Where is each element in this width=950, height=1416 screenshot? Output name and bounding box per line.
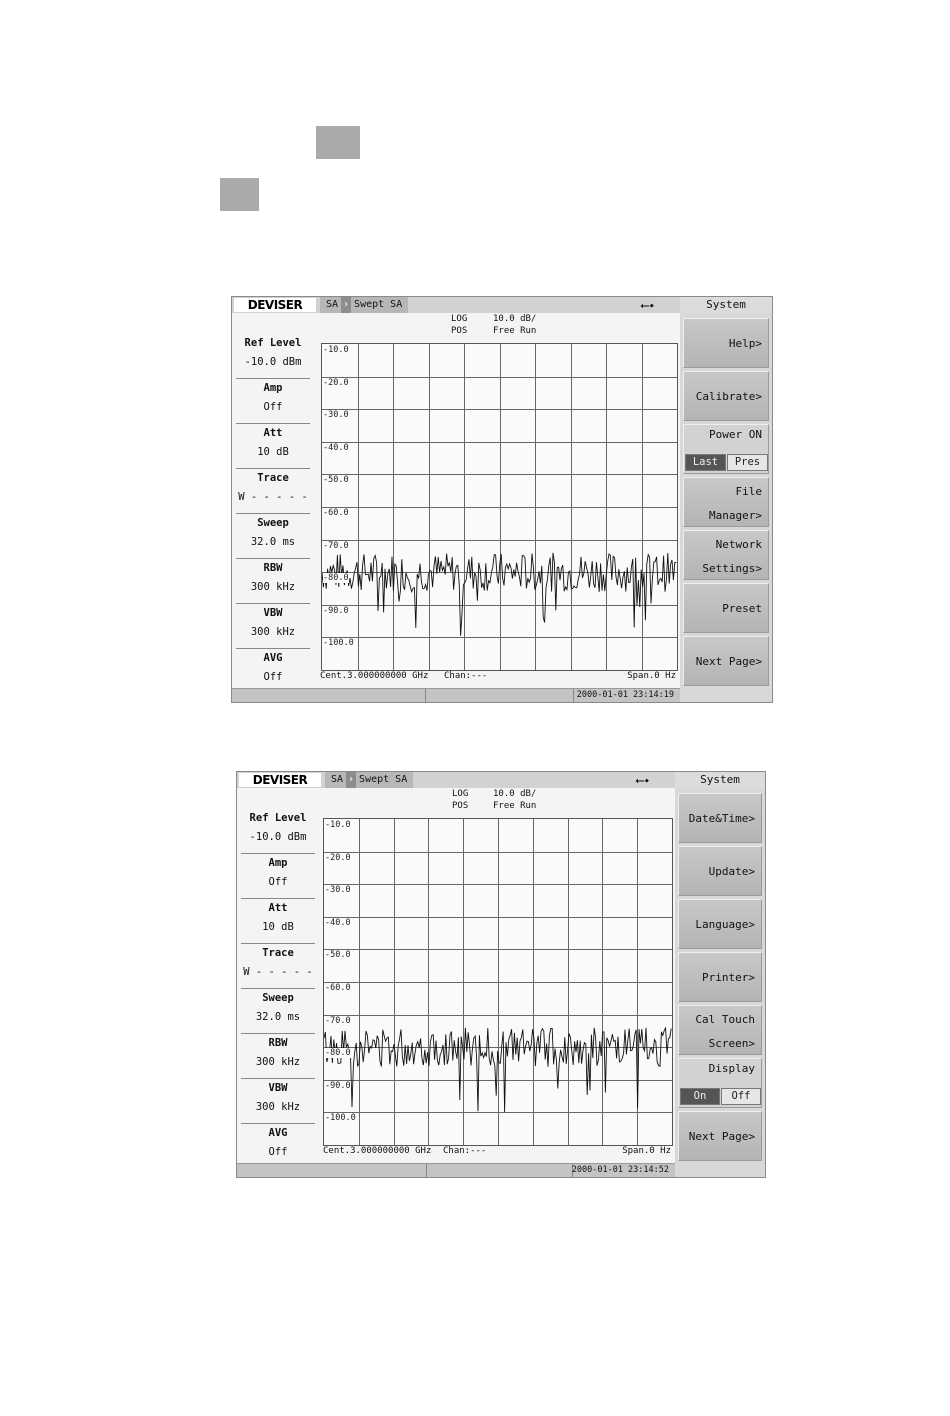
param-value: 300 kHz <box>250 626 296 638</box>
key-placeholder-2 <box>220 178 259 211</box>
softkey-date-time[interactable] <box>678 793 762 843</box>
analyzer-screen-2 <box>236 771 766 1178</box>
param-value: 300 kHz <box>255 1101 301 1113</box>
y-tick-label: -90.0 <box>323 606 349 616</box>
param-label: RBW <box>263 562 283 574</box>
span-label: Span.0 Hz <box>622 1146 671 1156</box>
softkey-cal-touch[interactable] <box>678 1005 762 1055</box>
divider <box>241 988 315 989</box>
param-label: Att <box>268 902 288 914</box>
param-value: -10.0 dBm <box>244 356 302 368</box>
param-vbw[interactable] <box>232 607 314 638</box>
softkey-label: Next Page> <box>688 1130 755 1143</box>
param-label: Ref Level <box>244 337 302 349</box>
status-segment <box>427 1164 573 1177</box>
param-rbw[interactable] <box>232 562 314 593</box>
y-tick-label: -100.0 <box>323 638 354 648</box>
y-tick-label: -60.0 <box>325 983 351 993</box>
softkey-update[interactable] <box>678 846 762 896</box>
param-label: Amp <box>263 382 283 394</box>
timestamp: 2000-01-01 23:14:19 <box>576 690 674 700</box>
scale-per-div: 10.0 dB/ <box>493 314 537 324</box>
y-tick-label: -20.0 <box>323 378 349 388</box>
divider <box>241 898 315 899</box>
y-tick-label: -30.0 <box>323 410 349 420</box>
softkey-label: Update> <box>708 865 755 878</box>
param-label: VBW <box>263 607 283 619</box>
analyzer-screen-1 <box>231 296 773 703</box>
brand-logo: DEVISER <box>234 298 316 312</box>
param-ref-level[interactable] <box>237 812 319 843</box>
spectrum-plot <box>321 343 678 671</box>
top-bar <box>232 297 680 313</box>
plot-graphic <box>324 819 672 1145</box>
divider <box>236 603 310 604</box>
divider <box>236 423 310 424</box>
y-tick-label: -50.0 <box>325 950 351 960</box>
param-value: W - - - - - <box>238 491 308 503</box>
mode-tab[interactable] <box>325 772 413 788</box>
softkey-next-page[interactable] <box>683 636 769 686</box>
softkey-label: Preset <box>722 602 762 615</box>
param-value: Off <box>263 671 283 683</box>
y-tick-label: -90.0 <box>325 1081 351 1091</box>
param-value: 32.0 ms <box>250 536 296 548</box>
scale-label: LOG <box>451 314 468 324</box>
softkey-label: Date&Time> <box>688 812 755 825</box>
chevron-right-icon: › <box>341 297 351 313</box>
y-tick-label: -100.0 <box>325 1113 356 1123</box>
center-frequency: Cent.3.000000000 GHz <box>320 671 429 681</box>
softkey-power-on[interactable] <box>683 424 769 474</box>
main-area <box>237 788 675 1163</box>
top-bar <box>237 772 675 788</box>
y-tick-label: -70.0 <box>323 541 349 551</box>
param-avg[interactable] <box>232 652 314 683</box>
timestamp: 2000-01-01 23:14:52 <box>571 1165 669 1175</box>
softkey-next-page[interactable] <box>678 1111 762 1161</box>
divider <box>241 943 315 944</box>
center-frequency: Cent.3.000000000 GHz <box>323 1146 432 1156</box>
softkey-label-line2: Screen> <box>708 1037 755 1050</box>
y-tick-label: -40.0 <box>323 443 349 453</box>
y-tick-label: -20.0 <box>325 853 351 863</box>
param-value: 10 dB <box>262 921 294 933</box>
param-trace[interactable] <box>232 472 314 503</box>
param-label: Trace <box>257 472 289 484</box>
softkey-file[interactable] <box>683 477 769 527</box>
softkey-help[interactable] <box>683 318 769 368</box>
plot-graphic <box>322 344 677 670</box>
param-label: AVG <box>268 1127 288 1139</box>
param-label: AVG <box>263 652 283 664</box>
softkey-label: Help> <box>728 337 762 350</box>
softkey-menu-title: System <box>680 297 772 313</box>
param-vbw[interactable] <box>237 1082 319 1113</box>
detector-label: POS <box>452 801 469 811</box>
softkey-label-line2: Manager> <box>709 509 762 522</box>
span-label: Span.0 Hz <box>627 671 676 681</box>
softkey-label: Calibrate> <box>695 390 762 403</box>
y-tick-label: -40.0 <box>325 918 351 928</box>
softkey-label: Printer> <box>702 971 755 984</box>
param-trace[interactable] <box>237 947 319 978</box>
y-tick-label: -10.0 <box>323 345 349 355</box>
mode-label: SA <box>326 299 339 310</box>
param-value: Off <box>263 401 283 413</box>
softkey-network[interactable] <box>683 530 769 580</box>
param-label: VBW <box>268 1082 288 1094</box>
softkey-label: Language> <box>695 918 755 931</box>
submode-label: Swept SA <box>354 299 403 310</box>
softkey-label: Power ON <box>709 428 762 441</box>
param-value: Off <box>268 876 288 888</box>
param-rbw[interactable] <box>237 1037 319 1068</box>
divider <box>236 468 310 469</box>
param-value: -10.0 dBm <box>249 831 307 843</box>
divider <box>236 378 310 379</box>
softkey-label: File <box>735 485 762 498</box>
usb-icon: ⭠⬩ <box>635 773 649 787</box>
main-area <box>232 313 680 688</box>
spectrum-trace <box>322 553 676 636</box>
softkey-bar <box>680 297 772 702</box>
param-label: Sweep <box>257 517 289 529</box>
softkey-printer[interactable] <box>678 952 762 1002</box>
param-amp[interactable] <box>232 382 314 413</box>
key-placeholder-1 <box>316 126 360 159</box>
param-label: Sweep <box>262 992 294 1004</box>
param-value: Off <box>268 1146 288 1158</box>
param-label: Ref Level <box>249 812 307 824</box>
y-tick-label: -30.0 <box>325 885 351 895</box>
softkey-menu-title: System <box>675 772 765 788</box>
spectrum-trace <box>324 1028 671 1113</box>
status-segment <box>232 689 426 702</box>
status-bar <box>237 1163 675 1177</box>
param-att[interactable] <box>232 427 314 458</box>
status-bar <box>232 688 680 702</box>
y-tick-label: -70.0 <box>325 1016 351 1026</box>
softkey-label: Next Page> <box>695 655 762 668</box>
divider <box>241 853 315 854</box>
mode-label: SA <box>331 774 344 785</box>
chevron-right-icon: › <box>346 772 356 788</box>
usb-icon: ⭠⬩ <box>640 298 654 312</box>
detector-label: POS <box>451 326 468 336</box>
scale-per-div: 10.0 dB/ <box>493 789 537 799</box>
y-tick-label: -60.0 <box>323 508 349 518</box>
status-segment <box>237 1164 427 1177</box>
softkey-label: Display <box>708 1062 755 1075</box>
brand-logo: DEVISER <box>239 773 321 787</box>
param-amp[interactable] <box>237 857 319 888</box>
channel-label: Chan:--- <box>444 671 488 681</box>
param-value: 10 dB <box>257 446 289 458</box>
param-label: Trace <box>262 947 294 959</box>
run-mode-label: Free Run <box>493 801 537 811</box>
softkey-language[interactable] <box>678 899 762 949</box>
softkey-label: Cal Touch <box>695 1013 755 1026</box>
y-tick-label: -50.0 <box>323 475 349 485</box>
softkey-display[interactable] <box>678 1058 762 1108</box>
y-tick-label: -80.0 <box>323 573 349 583</box>
param-sweep[interactable] <box>237 992 319 1023</box>
param-value: 300 kHz <box>250 581 296 593</box>
param-label: RBW <box>268 1037 288 1049</box>
param-value: 300 kHz <box>255 1056 301 1068</box>
run-mode-label: Free Run <box>493 326 537 336</box>
toggle-option[interactable]: Off <box>721 1088 761 1105</box>
param-sweep[interactable] <box>232 517 314 548</box>
spectrum-plot <box>323 818 673 1146</box>
toggle-option[interactable]: Pres <box>727 454 768 471</box>
channel-label: Chan:--- <box>443 1146 487 1156</box>
divider <box>241 1033 315 1034</box>
status-segment <box>426 689 574 702</box>
submode-label: Swept SA <box>359 774 408 785</box>
softkey-label-line2: Settings> <box>702 562 762 575</box>
divider <box>236 513 310 514</box>
softkey-bar <box>675 772 765 1177</box>
param-att[interactable] <box>237 902 319 933</box>
divider <box>236 648 310 649</box>
softkey-calibrate[interactable] <box>683 371 769 421</box>
param-value: 32.0 ms <box>255 1011 301 1023</box>
mode-tab[interactable] <box>320 297 408 313</box>
param-avg[interactable] <box>237 1127 319 1158</box>
param-label: Att <box>263 427 283 439</box>
y-tick-label: -80.0 <box>325 1048 351 1058</box>
softkey-label: Network <box>715 538 762 551</box>
toggle-option-selected[interactable]: Last <box>685 454 726 471</box>
divider <box>241 1078 315 1079</box>
scale-label: LOG <box>452 789 469 799</box>
toggle-option-selected[interactable]: On <box>680 1088 720 1105</box>
param-ref-level[interactable] <box>232 337 314 368</box>
param-value: W - - - - - <box>243 966 313 978</box>
divider <box>241 1123 315 1124</box>
y-tick-label: -10.0 <box>325 820 351 830</box>
divider <box>236 558 310 559</box>
param-label: Amp <box>268 857 288 869</box>
softkey-preset[interactable] <box>683 583 769 633</box>
